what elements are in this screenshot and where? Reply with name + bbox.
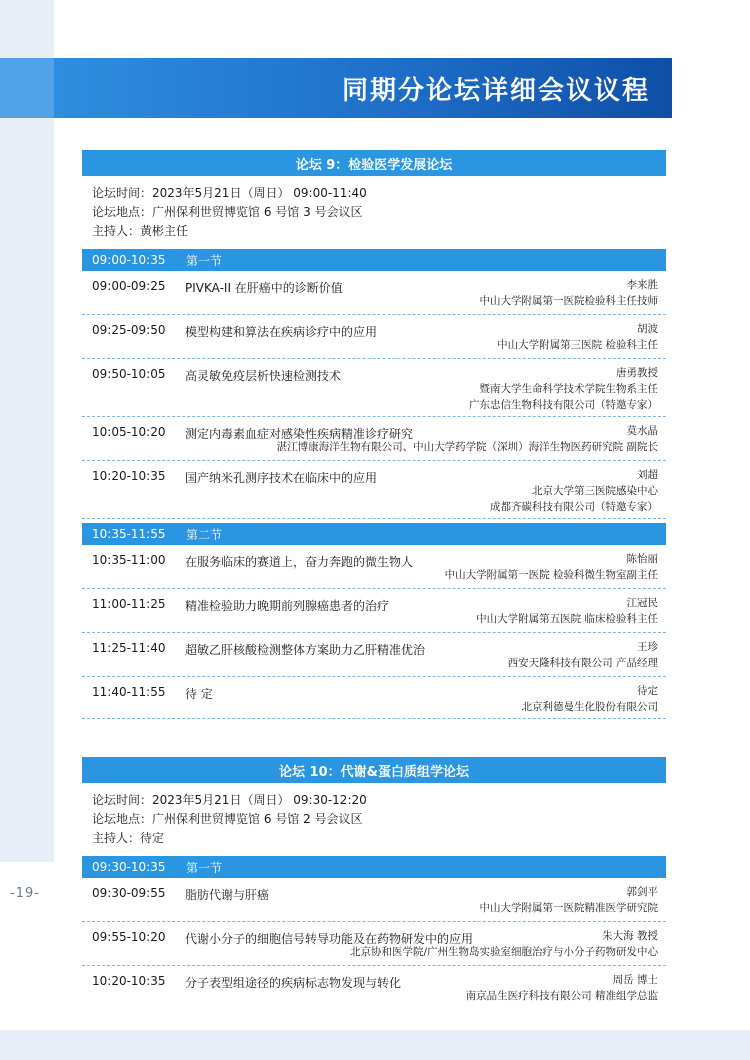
agenda-topic: 测定内毒素血症对感染性疾病精准诊疗研究 <box>185 427 414 441</box>
bottom-band <box>0 1030 750 1060</box>
agenda-row <box>82 417 666 461</box>
page-title: 同期分论坛详细会议议程 <box>341 75 650 106</box>
forum-location: 论坛地点：广州保利世贸博览馆 6 号馆 2 号会议区 <box>92 812 363 826</box>
forum-host: 主持人：待定 <box>92 831 165 845</box>
agenda-speakers <box>497 321 658 353</box>
agenda-speakers <box>490 467 658 515</box>
speaker-affiliation: 西安天隆科技有限公司 产品经理 <box>507 657 658 669</box>
agenda-row <box>82 359 666 417</box>
agenda-topic: 代谢小分子的细胞信号转导功能及在药物研发中的应用 <box>185 932 474 946</box>
agenda-topic: 分子表型组途径的疾病标志物发现与转化 <box>185 976 402 990</box>
forum-host: 主持人：黄彬主任 <box>92 224 189 238</box>
agenda-row <box>82 589 666 633</box>
speaker-affiliation: 成都齐碳科技有限公司（特邀专家） <box>490 501 658 513</box>
agenda-speakers <box>350 928 658 960</box>
agenda-topic: 精准检验助力晚期前列腺癌患者的治疗 <box>185 599 390 613</box>
speaker-name: 唐勇教授 <box>616 367 658 379</box>
agenda-time: 09:55-10:20 <box>92 930 166 944</box>
speaker-affiliation: 中山大学附属第一医院 检验科微生物室副主任 <box>444 569 658 581</box>
speaker-name: 陈怡丽 <box>626 553 658 565</box>
speaker-name: 待定 <box>637 685 658 697</box>
agenda-row <box>82 315 666 359</box>
side-strip <box>0 0 54 862</box>
agenda-speakers <box>466 972 658 1004</box>
speaker-name: 胡波 <box>637 323 658 335</box>
agenda-speakers <box>522 683 659 715</box>
agenda-speakers <box>469 365 658 413</box>
speaker-affiliation: 中山大学附属第三医院 检验科主任 <box>497 339 658 351</box>
agenda-speakers <box>480 277 659 309</box>
agenda-row <box>82 633 666 677</box>
agenda-time: 09:00-09:25 <box>92 279 166 293</box>
section-header <box>82 856 666 878</box>
agenda-topic: 国产纳米孔测序技术在临床中的应用 <box>185 471 378 485</box>
agenda-time: 10:05-10:20 <box>92 425 166 439</box>
speaker-affiliation: 中山大学附属第一医院检验科主任技师 <box>479 295 658 307</box>
forum-meta <box>82 176 666 245</box>
speaker-name: 朱大海 教授 <box>602 930 658 942</box>
agenda-time: 11:40-11:55 <box>92 685 166 699</box>
forum-time: 论坛时间：2023年5月21日（周日） 09:30-12:20 <box>92 793 367 807</box>
agenda-time: 09:50-10:05 <box>92 367 166 381</box>
section-header <box>82 249 666 271</box>
agenda-time: 11:00-11:25 <box>92 597 166 611</box>
agenda-row <box>82 677 666 719</box>
agenda-speakers <box>508 639 658 671</box>
side-tab-accent <box>0 58 54 118</box>
speaker-name: 刘超 <box>637 469 658 481</box>
speaker-name: 郭剑平 <box>626 886 658 898</box>
speaker-affiliation: 中山大学附属第一医院精准医学研究院 <box>479 902 658 914</box>
forum-heading: 论坛 10：代谢&蛋白质组学论坛 <box>82 757 666 783</box>
speaker-name: 李来胜 <box>626 279 658 291</box>
section-header <box>82 523 666 545</box>
agenda-time: 10:20-10:35 <box>92 974 166 988</box>
agenda-time: 09:30-09:55 <box>92 886 166 900</box>
agenda-row <box>82 545 666 589</box>
section-label: 第二节 <box>186 527 223 542</box>
agenda-time: 11:25-11:40 <box>92 641 166 655</box>
speaker-name: 江冠民 <box>626 597 658 609</box>
agenda-speakers <box>445 551 658 583</box>
section-label: 第一节 <box>186 253 223 268</box>
agenda-speakers <box>277 423 658 455</box>
speaker-affiliation: 中山大学附属第五医院 临床检验科主任 <box>476 613 658 625</box>
agenda-row <box>82 878 666 922</box>
forum-meta <box>82 783 666 852</box>
agenda-topic: 超敏乙肝核酸检测整体方案助力乙肝精准优治 <box>185 643 426 657</box>
page-number: -19- <box>10 886 40 901</box>
agenda-time: 10:20-10:35 <box>92 469 166 483</box>
agenda-topic: 待 定 <box>185 687 213 701</box>
forum-location: 论坛地点：广州保利世贸博览馆 6 号馆 3 号会议区 <box>92 205 363 219</box>
agenda-topic: 模型构建和算法在疾病诊疗中的应用 <box>185 325 378 339</box>
speaker-affiliation: 北京协和医学院/广州生物岛实验室细胞治疗与小分子药物研发中心 <box>349 946 658 958</box>
agenda-time: 09:25-09:50 <box>92 323 166 337</box>
speaker-name: 周岳 博士 <box>612 974 658 986</box>
section-time: 09:30-10:35 <box>92 860 166 874</box>
speaker-affiliation: 北京大学第三医院感染中心 <box>532 485 658 497</box>
forum-9 <box>82 150 666 719</box>
speaker-name: 莫水晶 <box>626 425 658 437</box>
title-bar <box>54 58 672 118</box>
forum-10 <box>82 757 666 1008</box>
speaker-affiliation: 湛江博康海洋生物有限公司、中山大学药学院（深圳）海洋生物医药研究院 副院长 <box>276 441 658 453</box>
agenda-speakers <box>476 595 658 627</box>
forum-time: 论坛时间：2023年5月21日（周日） 09:00-11:40 <box>92 186 367 200</box>
agenda-speakers <box>480 884 659 916</box>
agenda-topic: 在服务临床的赛道上，奋力奔跑的微生物人 <box>185 555 414 569</box>
agenda-row <box>82 461 666 519</box>
speaker-affiliation: 暨南大学生命科学技术学院生物系主任 <box>479 383 658 395</box>
section-time: 10:35-11:55 <box>92 527 166 541</box>
agenda-row <box>82 966 666 1008</box>
agenda-time: 10:35-11:00 <box>92 553 166 567</box>
section-label: 第一节 <box>186 860 223 875</box>
agenda-topic: PIVKA-II 在肝癌中的诊断价值 <box>185 281 343 295</box>
forum-heading: 论坛 9：检验医学发展论坛 <box>82 150 666 176</box>
speaker-affiliation: 南京品生医疗科技有限公司 精准组学总监 <box>465 990 658 1002</box>
speaker-name: 王珍 <box>637 641 658 653</box>
speaker-affiliation: 北京利德曼生化股份有限公司 <box>521 701 658 713</box>
agenda-topic: 高灵敏免疫层析快速检测技术 <box>185 369 342 383</box>
speaker-affiliation: 广东忠信生物科技有限公司（特邀专家） <box>469 399 658 411</box>
section-time: 09:00-10:35 <box>92 253 166 267</box>
agenda-topic: 脂肪代谢与肝癌 <box>185 888 270 902</box>
agenda-row <box>82 271 666 315</box>
agenda-row <box>82 922 666 966</box>
